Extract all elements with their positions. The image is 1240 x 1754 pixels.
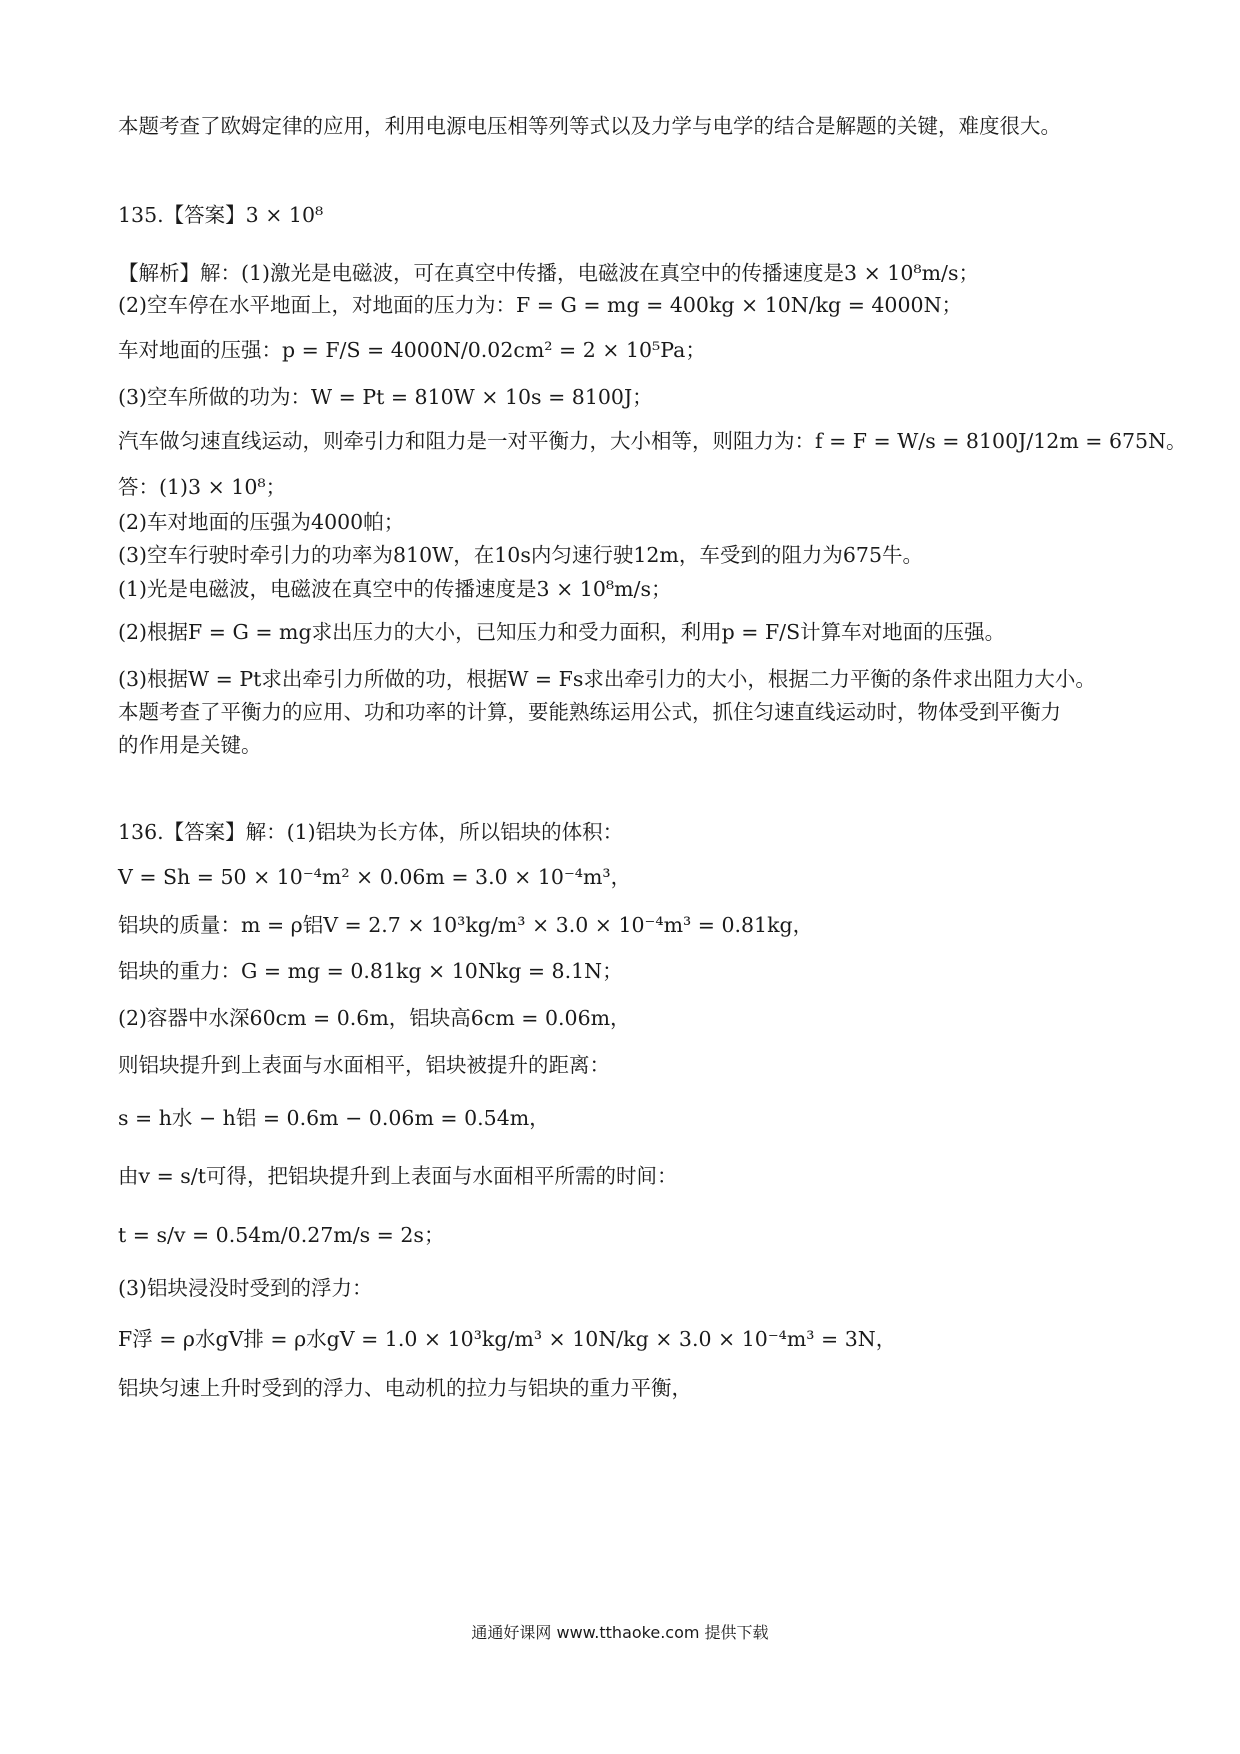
text-line: 铝块的重力：G = mg = 0.81kg × 10Nkg = 8.1N； bbox=[118, 959, 623, 983]
text-line: 铝块匀速上升时受到的浮力、电动机的拉力与铝块的重力平衡， bbox=[118, 1376, 692, 1400]
text-line: 本题考查了平衡力的应用、功和功率的计算，要能熟练运用公式，抓住匀速直线运动时，物体受到平衡力 bbox=[118, 700, 1061, 724]
text-line: (2)车对地面的压强为4000帕； bbox=[118, 510, 405, 534]
text-line: (3)根据W = Pt求出牵引力所做的功，根据W = Fs求出牵引力的大小，根据二力平衡的条件求出阻力大小。 bbox=[118, 667, 1096, 691]
text-line: (1)光是电磁波，电磁波在真空中的传播速度是3 × 10⁸m/s； bbox=[118, 577, 672, 601]
text-line: (2)空车停在水平地面上，对地面的压力为：F = G = mg = 400kg × 10N/kg = 4000N； bbox=[118, 293, 963, 317]
text-line: 由v = s/t可得，把铝块提升到上表面与水面相平所需的时间： bbox=[118, 1164, 678, 1188]
text-line: 铝块的质量：m = ρ铝V = 2.7 × 10³kg/m³ × 3.0 × 10⁻⁴m³ = 0.81kg， bbox=[118, 913, 814, 937]
text-line: (3)铝块浸没时受到的浮力： bbox=[118, 1276, 373, 1300]
text-line: 车对地面的压强：p = F/S = 4000N/0.02cm² = 2 × 10⁵Pa； bbox=[118, 338, 706, 362]
text-line: 【解析】解：(1)激光是电磁波，可在真空中传播，电磁波在真空中的传播速度是3 × 10⁸m/s； bbox=[118, 261, 979, 285]
text-line: V = Sh = 50 × 10⁻⁴m² × 0.06m = 3.0 × 10⁻⁴m³， bbox=[118, 865, 632, 889]
text-line: F浮 = ρ水gV排 = ρ水gV = 1.0 × 10³kg/m³ × 10N/kg × 3.0 × 10⁻⁴m³ = 3N， bbox=[118, 1327, 897, 1351]
text-line: s = h水 − h铝 = 0.6m − 0.06m = 0.54m， bbox=[118, 1106, 550, 1130]
text-line: 本题考查了欧姆定律的应用，利用电源电压相等列等式以及力学与电学的结合是解题的关键，难度很大。 bbox=[118, 114, 1061, 138]
answer-136: 136.【答案】解：(1)铝块为长方体，所以铝块的体积： bbox=[118, 820, 624, 844]
text-line: t = s/v = 0.54m/0.27m/s = 2s； bbox=[118, 1223, 445, 1247]
text-line: 则铝块提升到上表面与水面相平，铝块被提升的距离： bbox=[118, 1053, 610, 1077]
text-line: 的作用是关键。 bbox=[118, 733, 262, 757]
text-line: (2)容器中水深60cm = 0.6m，铝块高6cm = 0.06m， bbox=[118, 1006, 631, 1030]
text-line: 答：(1)3 × 10⁸； bbox=[118, 475, 287, 499]
text-line: (2)根据F = G = mg求出压力的大小，已知压力和受力面积，利用p = F/S计算车对地面的压强。 bbox=[118, 620, 1006, 644]
answer-135: 135.【答案】3 × 10⁸ bbox=[118, 203, 324, 227]
page-footer: 通通好课网 www.tthaoke.com 提供下载 bbox=[471, 1623, 769, 1642]
text-line: (3)空车所做的功为：W = Pt = 810W × 10s = 8100J； bbox=[118, 385, 653, 409]
text-line: 汽车做匀速直线运动，则牵引力和阻力是一对平衡力，大小相等，则阻力为：f = F = W/s = 8100J/12m = 675N。 bbox=[118, 429, 1187, 453]
text-line: (3)空车行驶时牵引力的功率为810W，在10s内匀速行驶12m，车受到的阻力为675牛。 bbox=[118, 543, 923, 567]
